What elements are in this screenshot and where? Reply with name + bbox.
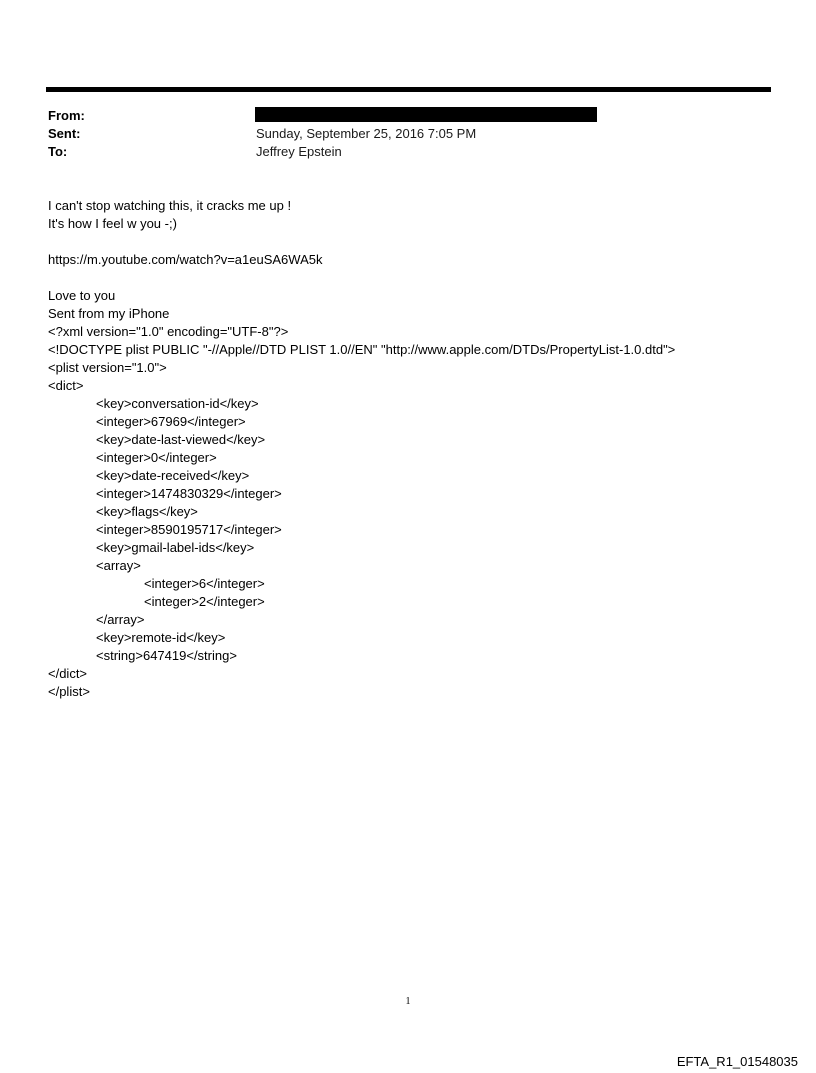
array-open-tag: <array> [96, 558, 141, 573]
array-item-line: <integer>2</integer> [144, 594, 265, 609]
plist-key-line: <key>date-last-viewed</key> [96, 432, 266, 447]
plist-open-tag: <plist version="1.0"> [48, 360, 167, 375]
email-body [48, 197, 768, 701]
signature-line: Sent from my iPhone [48, 306, 170, 321]
plist-close-tag: </plist> [48, 684, 90, 699]
plist-key-line: <key>date-received</key> [96, 468, 250, 483]
to-row [48, 143, 768, 161]
dict-open-tag: <dict> [48, 378, 84, 393]
sent-label: Sent: [48, 126, 81, 141]
blank-line [48, 233, 768, 251]
plist-value-line: <integer>1474830329</integer> [96, 486, 282, 501]
page-number: 1 [405, 996, 411, 1007]
redaction-bar [255, 107, 597, 122]
plist-key-line: <key>conversation-id</key> [96, 396, 259, 411]
plist-value-line: <string>647419</string> [96, 648, 237, 663]
plist-key-line: <key>remote-id</key> [96, 630, 226, 645]
from-label: From: [48, 108, 85, 123]
dict-close-tag: </dict> [48, 666, 88, 681]
closing-line: Love to you [48, 288, 116, 303]
blank-line [48, 269, 768, 287]
to-value: Jeffrey Epstein [256, 144, 342, 159]
sent-row [48, 125, 768, 143]
plist-value-line: <integer>67969</integer> [96, 414, 246, 429]
array-item-line: <integer>6</integer> [144, 576, 265, 591]
email-header [48, 107, 768, 161]
plist-value-line: <integer>0</integer> [96, 450, 217, 465]
array-close-tag: </array> [96, 612, 145, 627]
plist-key-line: <key>flags</key> [96, 504, 198, 519]
from-row [48, 107, 768, 125]
plist-value-line: <integer>8590195717</integer> [96, 522, 282, 537]
sent-value: Sunday, September 25, 2016 7:05 PM [256, 126, 477, 141]
document-id: EFTA_R1_01548035 [676, 1054, 798, 1069]
plist-doctype: <!DOCTYPE plist PUBLIC "-//Apple//DTD PLIST 1.0//EN" "http://www.apple.com/DTDs/PropertyList-1.0.dtd"> [48, 342, 676, 357]
message-line-1: I can't stop watching this, it cracks me up ! [48, 198, 292, 213]
message-line-2: It's how I feel w you -;) [48, 216, 177, 231]
plist-xml-declaration: <?xml version="1.0" encoding="UTF-8"?> [48, 324, 289, 339]
to-label: To: [48, 144, 68, 159]
youtube-link: https://m.youtube.com/watch?v=a1euSA6WA5k [48, 252, 323, 267]
plist-key-line: <key>gmail-label-ids</key> [96, 540, 255, 555]
header-divider [46, 87, 771, 92]
